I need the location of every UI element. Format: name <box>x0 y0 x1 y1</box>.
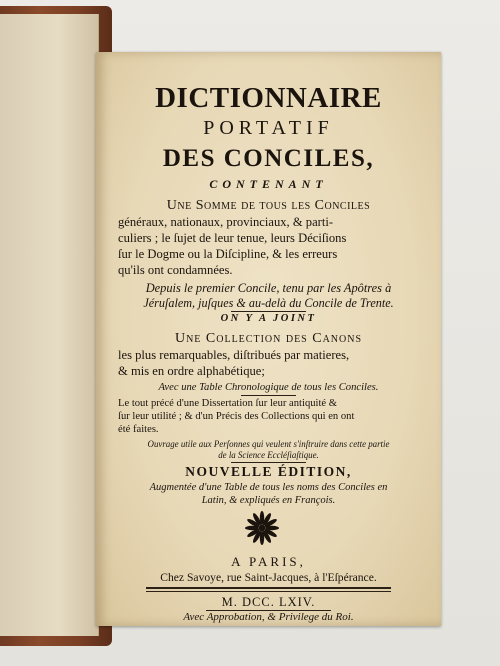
nouvelle-edition: NOUVELLE ÉDITION, <box>185 464 352 479</box>
a-paris: A PARIS, <box>231 554 306 569</box>
somme-line-3: culiers ; le ſujet de leur tenue, leurs Déciſions <box>118 231 347 245</box>
somme-line-1: Une Somme de tous les Conciles <box>166 198 371 213</box>
depuis-line-2: Jéruſalem, juſques & au-delà du Concile de Trente. <box>143 296 394 310</box>
collection-line-2: les plus remarquables, diſtribués par matieres, <box>118 348 350 362</box>
ouvrage-line-1: Ouvrage utile aux Perſonnes qui veulent s'inſtruire dans cette partie <box>147 439 390 449</box>
somme-line-2: généraux, nationaux, provinciaux, & parti- <box>118 215 334 229</box>
title-line-2: PORTATIF <box>203 117 334 139</box>
rule-3 <box>231 462 306 463</box>
collection-line-1: Une Collection des Canons <box>174 331 363 346</box>
collection-line-3: & mis en ordre alphabétique; <box>118 364 265 378</box>
rule-2 <box>241 395 296 396</box>
double-rule-bottom <box>146 591 391 592</box>
le-tout-line-3: été faites. <box>118 424 159 435</box>
on-y-a-joint: ON Y A JOINT <box>220 313 317 324</box>
somme-line-5: qu'ils ont condamnées. <box>118 263 233 277</box>
approbation-privilege: Avec Approbation, & Privilege du Roi. <box>183 611 354 623</box>
chez-savoye: Chez Savoye, rue Saint-Jacques, à l'Eſpérance. <box>160 571 377 584</box>
fly-leaf <box>0 14 99 636</box>
depuis-line-1: Depuis le premier Concile, tenu par les Apôtres à <box>145 281 392 295</box>
fleuron-icon <box>244 510 280 546</box>
le-tout-line-1: Le tout précé d'une Dissertation ſur leur antiquité & <box>118 398 338 409</box>
rule-1 <box>231 311 306 312</box>
title-line-1: DICTIONNAIRE <box>155 82 382 114</box>
ouvrage-line-2: de la Science Eccléſiaſtique. <box>218 450 319 460</box>
augmentee-line-2: Latin, & expliqués en François. <box>201 495 336 506</box>
title-line-3: DES CONCILES, <box>162 145 375 172</box>
somme-line-4: ſur le Dogme ou la Diſcipline, & les erreurs <box>118 247 338 261</box>
le-tout-line-2: ſur leur utilité ; & d'un Précis des Collections qui en ont <box>118 411 355 422</box>
avec-table: Avec une Table Chronologique de tous les Conciles. <box>158 382 379 393</box>
contenant-heading: CONTENANT <box>209 177 328 191</box>
title-page <box>96 52 441 626</box>
augmentee-line-1: Augmentée d'une Table de tous les noms des Conciles en <box>149 482 388 493</box>
double-rule-top <box>146 587 391 589</box>
publication-year: M. DCC. LXIV. <box>221 595 316 609</box>
